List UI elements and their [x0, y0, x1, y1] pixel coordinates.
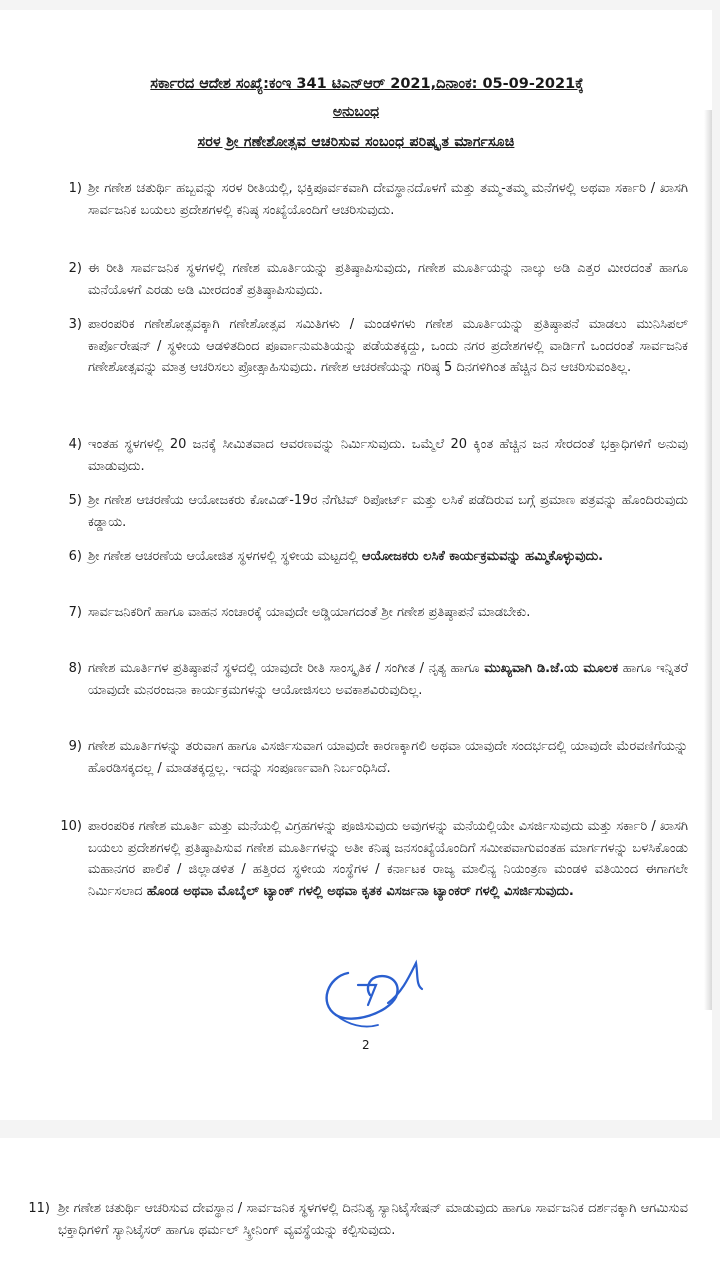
- item-text-part: ಹಾಗೂ ಇನ್ನಿತರೆ ಯಾವುದೇ ಮನರಂಜನಾ ಕಾರ್ಯಕ್ರಮಗಳನ್ನು ಆಯೋಜಿಸಲು ಅವಕಾಶವಿರುವುದಿಲ್ಲ.: [88, 661, 688, 698]
- item-text: [88, 816, 688, 902]
- item-text: ಸಾರ್ವಜನಿಕರಿಗೆ ಹಾಗೂ ವಾಹನ ಸಂಚಾರಕ್ಕೆ ಯಾವುದೇ ಅಡ್ಡಿಯಾಗದಂತೆ ಶ್ರೀ ಗಣೇಶ ಪ್ರತಿಷ್ಠಾಪನೆ ಮಾಡಬೇಕು.: [88, 605, 531, 620]
- item-number: 1): [68, 181, 82, 196]
- annexure-heading: ಅನುಬಂಧ: [332, 104, 380, 120]
- order-reference: ಸರ್ಕಾರದ ಆದೇಶ ಸಂಖ್ಯೆ:ಕಂಇ 341 ಟಿಎನ್ಆರ್ 2021,ದಿನಾಂಕ: 05-09-2021ಕ್ಕೆ: [150, 76, 584, 92]
- item-text: ಗಣೇಶ ಮೂರ್ತಿಗಳನ್ನು ತರುವಾಗ ಹಾಗೂ ವಿಸರ್ಜಿಸುವಾಗ ಯಾವುದೇ ಕಾರಣಕ್ಕಾಗಲಿ ಅಥವಾ ಯಾವುದೇ ಸಂದರ್ಭದಲ್ಲಿ ಯಾವುದೇ ಮೆರವಣಿಗೆಯನ್ನು ಹೊರಡಿಸಕ್ಕದಲ್ಲ / ಮಾಡತಕ್ಕದ್ದಲ್ಲ. ಇದನ್ನು ಸಂಪೂರ್ಣವಾಗಿ ನಿರ್ಬಂಧಿಸಿದೆ.: [88, 739, 688, 776]
- item-number: 6): [68, 549, 82, 564]
- item-number: 9): [68, 739, 82, 754]
- item-text: ಶ್ರೀ ಗಣೇಶ ಚತುರ್ಥಿ ಆಚರಿಸುವ ದೇವಸ್ಥಾನ / ಸಾರ್ವಜನಿಕ ಸ್ಥಳಗಳಲ್ಲಿ ದಿನನಿತ್ಯ ಸ್ಯಾನಿಟೈಸೇಷನ್ ಮಾಡುವುದು ಹಾಗೂ ಸಾರ್ವಜನಿಕ ದರ್ಶನಕ್ಕಾಗಿ ಆಗಮಿಸುವ ಭಕ್ತಾಧಿಗಳಿಗೆ ಸ್ಯಾನಿಟೈಸರ್ ಹಾಗೂ ಥರ್ಮಲ್ ಸ್ಕ್ರೀನಿಂಗ್ ವ್ಯವಸ್ಥೆಯನ್ನು ಕಲ್ಪಿಸುವುದು.: [58, 1201, 688, 1238]
- document-page: [0, 10, 712, 1120]
- item-number: 11): [28, 1201, 50, 1216]
- item-number: 2): [68, 261, 82, 276]
- item-text: ಇಂತಹ ಸ್ಥಳಗಳಲ್ಲಿ 20 ಜನಕ್ಕೆ ಸೀಮಿತವಾದ ಆವರಣವನ್ನು ನಿರ್ಮಿಸುವುದು. ಒಮ್ಮೆಲೆ 20 ಕ್ಕಿಂತ ಹೆಚ್ಚಿನ ಜನ ಸೇರದಂತೆ ಭಕ್ತಾಧಿಗಳಿಗೆ ಅನುವು ಮಾಡುವುದು.: [88, 437, 688, 474]
- item-text: [88, 658, 688, 701]
- signature-image: [318, 955, 448, 1045]
- item-number: 8): [68, 661, 82, 676]
- item-text: ಶ್ರೀ ಗಣೇಶ ಚತುರ್ಥಿ ಹಬ್ಬವನ್ನು ಸರಳ ರೀತಿಯಲ್ಲಿ, ಭಕ್ತಿಪೂರ್ವಕವಾಗಿ ದೇವಸ್ಥಾನದೊಳಗೆ ಮತ್ತು ತಮ್ಮ-ತಮ್ಮ ಮನೆಗಳಲ್ಲಿ ಅಥವಾ ಸರ್ಕಾರಿ / ಖಾಸಗಿ ಸಾರ್ವಜನಿಕ ಬಯಲು ಪ್ರದೇಶಗಳಲ್ಲಿ ಕನಿಷ್ಠ ಸಂಖ್ಯೆಯೊಂದಿಗೆ ಆಚರಿಸುವುದು.: [88, 181, 688, 218]
- item-text-part: ಗಣೇಶ ಮೂರ್ತಿಗಳ ಪ್ರತಿಷ್ಠಾಪನೆ ಸ್ಥಳದಲ್ಲಿ ಯಾವುದೇ ರೀತಿ ಸಾಂಸ್ಕೃತಿಕ / ಸಂಗೀತ / ನೃತ್ಯ ಹಾಗೂ: [88, 661, 485, 676]
- item-text-bold: ಮುಖ್ಯವಾಗಿ ಡಿ.ಜೆ.ಯ ಮೂಲಕ: [484, 661, 619, 676]
- item-text: [88, 546, 688, 568]
- guideline-title: ಸರಳ ಶ್ರೀ ಗಣೇಶೋತ್ಸವ ಆಚರಿಸುವ ಸಂಬಂಧ ಪರಿಷ್ಕೃತ ಮಾರ್ಗಸೂಚಿ: [197, 134, 515, 150]
- item-text: ಪಾರಂಪರಿಕ ಗಣೇಶೋತ್ಸವಕ್ಕಾಗಿ ಗಣೇಶೋತ್ಸವ ಸಮಿತಿಗಳು / ಮಂಡಳಿಗಳು ಗಣೇಶ ಮೂರ್ತಿಯನ್ನು ಪ್ರತಿಷ್ಠಾಪನೆ ಮಾಡಲು ಮುನಿಸಿಪಲ್ ಕಾರ್ಪೊರೇಷನ್ / ಸ್ಥಳೀಯ ಆಡಳಿತದಿಂದ ಪೂರ್ವಾನುಮತಿಯನ್ನು ಪಡೆಯತಕ್ಕದ್ದು, ಒಂದು ನಗರ ಪ್ರದೇಶಗಳಲ್ಲಿ ವಾರ್ಡಿಗೆ ಒಂದರಂತೆ ಸಾರ್ವಜನಿಕ ಗಣೇಶೋತ್ಸವನ್ನು ಮಾತ್ರ ಆಚರಿಸಲು ಪ್ರೋತ್ಸಾಹಿಸುವುದು. ಗಣೇಶ ಆಚರಣೆಯನ್ನು ಗರಿಷ್ಠ 5 ದಿನಗಳಿಗಿಂತ ಹೆಚ್ಚಿನ ದಿನ ಆಚರಿಸುವಂತಿಲ್ಲ.: [88, 317, 688, 375]
- item-text-bold: ಹೊಂಡ ಅಥವಾ ಮೊಬೈಲ್ ಟ್ಯಾಂಕ್ ಗಳಲ್ಲಿ ಅಥವಾ ಕೃತಕ ವಿಸರ್ಜನಾ ಟ್ಯಾಂಕರ್ ಗಳಲ್ಲಿ ವಿಸರ್ಜಿಸುವುದು.: [146, 883, 574, 899]
- item-text: ಶ್ರೀ ಗಣೇಶ ಆಚರಣೆಯ ಆಯೋಜಕರು ಕೋವಿಡ್-19ರ ನೆಗೆಟಿವ್ ರಿಪೋರ್ಟ್ ಮತ್ತು ಲಸಿಕೆ ಪಡೆದಿರುವ ಬಗ್ಗೆ ಪ್ರಮಾಣ ಪತ್ರವನ್ನು ಹೊಂದಿರುವುದು ಕಡ್ಡಾಯ.: [88, 493, 688, 530]
- item-number: 4): [68, 437, 82, 452]
- item-text-part: ಪಾರಂಪರಿಕ ಗಣೇಶ ಮೂರ್ತಿ ಮತ್ತು ಮನೆಯಲ್ಲಿ ವಿಗ್ರಹಗಳನ್ನು ಪೂಜಿಸುವುದು ಅವುಗಳನ್ನು ಮನೆಯಲ್ಲಿಯೇ ವಿಸರ್ಜಿಸುವುದು ಮತ್ತು ಸರ್ಕಾರಿ / ಖಾಸಗಿ ಬಯಲು ಪ್ರದೇಶಗಳಲ್ಲಿ ಪ್ರತಿಷ್ಠಾಪಿಸುವ ಗಣೇಶ ಮೂರ್ತಿಗಳನ್ನು ಅತೀ ಕನಿಷ್ಠ ಜನಸಂಖ್ಯೆಯೊಂದಿಗೆ ಸಮೀಪವಾಗುವಂತಹ ಮಾರ್ಗಗಳನ್ನು ಬಳಸಿಕೊಂಡು ಮಹಾನಗರ ಪಾಲಿಕೆ / ಜಿಲ್ಲಾಡಳಿತ / ಹತ್ತಿರದ ಸ್ಥಳೀಯ ಸಂಸ್ಥೆಗಳ / ಕರ್ನಾಟಕ ರಾಜ್ಯ ಮಾಲಿನ್ಯ ನಿಯಂತ್ರಣ ಮಂಡಳಿ ವತಿಯಿಂದ ಈಗಾಗಲೇ ನಿರ್ಮಿಸಲಾದ: [88, 819, 688, 899]
- page-edge-shadow: [704, 110, 712, 1010]
- item-text-bold: ಆಯೋಜಕರು ಲಸಿಕೆ ಕಾರ್ಯಕ್ರಮವನ್ನು ಹಮ್ಮಿಕೊಳ್ಳುವುದು.: [361, 549, 604, 564]
- item-number: 5): [68, 493, 82, 508]
- item-number: 7): [68, 605, 82, 620]
- item-text-part: ಶ್ರೀ ಗಣೇಶ ಆಚರಣೆಯ ಆಯೋಜಿತ ಸ್ಥಳಗಳಲ್ಲಿ ಸ್ಥಳೀಯ ಮಟ್ಟದಲ್ಲಿ: [88, 549, 362, 564]
- item-number: 10): [60, 819, 82, 834]
- page-number: 2: [362, 1038, 370, 1052]
- item-text: ಈ ರೀತಿ ಸಾರ್ವಜನಿಕ ಸ್ಥಳಗಳಲ್ಲಿ ಗಣೇಶ ಮೂರ್ತಿಯನ್ನು ಪ್ರತಿಷ್ಠಾಪಿಸುವುದು, ಗಣೇಶ ಮೂರ್ತಿಯನ್ನು ನಾಲ್ಕು ಅಡಿ ಎತ್ತರ ಮೀರದಂತೆ ಹಾಗೂ ಮನೆಯೊಳಗೆ ಎರಡು ಅಡಿ ಮೀರದಂತೆ ಪ್ರತಿಷ್ಠಾಪಿಸುವುದು.: [88, 261, 688, 298]
- item-number: 3): [68, 317, 82, 332]
- next-document-page: [0, 1138, 720, 1281]
